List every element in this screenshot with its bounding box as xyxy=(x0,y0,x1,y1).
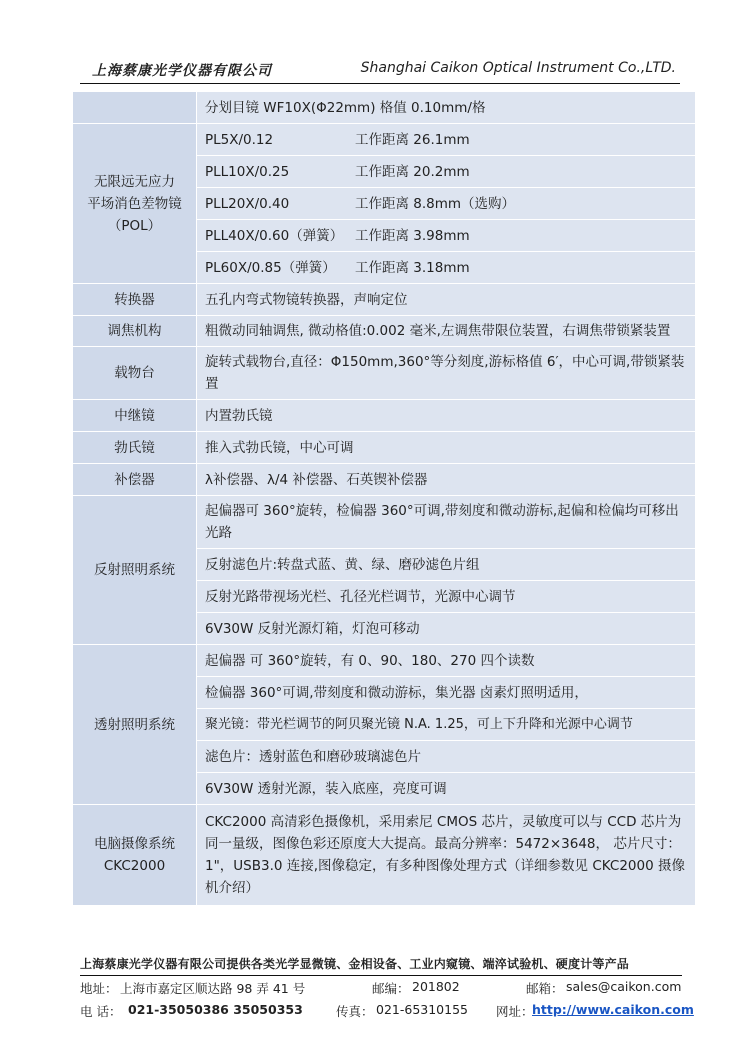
address-value: 上海市嘉定区顺达路 98 弄 41 号 xyxy=(120,981,306,996)
table-row xyxy=(73,464,696,496)
fax-label: 传真： xyxy=(336,1004,374,1019)
table-row xyxy=(73,316,696,347)
objective-working-distance: 工作距离 20.2mm xyxy=(355,163,470,180)
phone-value: 021-35050386 35050353 xyxy=(128,1002,303,1017)
nosepiece-label: 转换器 xyxy=(73,284,197,316)
objective-item xyxy=(197,220,696,252)
objective-model: PLL40X/0.60（弹簧） xyxy=(205,227,344,244)
web-label: 网址： xyxy=(496,1004,534,1019)
header-company-cn: 上海蔡康光学仪器有限公司 xyxy=(92,63,272,79)
table-row xyxy=(73,432,696,464)
address-label: 地址： xyxy=(80,981,118,996)
focusing-label: 调焦机构 xyxy=(73,316,197,347)
reflected-label: 反射照明系统 xyxy=(73,496,197,645)
objective-model: PLL20X/0.40 xyxy=(205,195,290,212)
compensator-label: 补偿器 xyxy=(73,464,197,496)
page-footer xyxy=(80,955,694,1022)
objective-model: PLL10X/0.25 xyxy=(205,163,290,180)
website-link[interactable]: http://www.caikon.com xyxy=(532,1002,694,1017)
camera-value: CKC2000 高清彩色摄像机，采用索尼 CMOS 芯片，灵敏度可以与 CCD 芯片为同一量级，图像色彩还原度大大提高。最高分辨率：5472×3648， 芯片尺寸：1"，USB3.0 连接,图像稳定，有多种图像处理方式（详细参数见 CKC2000 摄像机介绍） xyxy=(197,805,696,906)
spec-table xyxy=(72,91,696,906)
objective-working-distance: 工作距离 3.98mm xyxy=(355,227,470,244)
table-row xyxy=(73,92,696,124)
camera-label-line: CKC2000 xyxy=(103,858,166,874)
transmitted-item: 滤色片：透射蓝色和磨砂玻璃滤色片 xyxy=(197,741,696,773)
table-row xyxy=(73,284,696,316)
stage-value: 旋转式载物台,直径：Φ150mm,360°等分刻度,游标格值 6′，中心可调,带锁紧装置 xyxy=(197,347,696,400)
transmitted-item: 聚光镜：带光栏调节的阿贝聚光镜 N.A. 1.25，可上下升降和光源中心调节 xyxy=(197,709,696,741)
email-label: 邮箱： xyxy=(526,981,564,996)
camera-label xyxy=(73,805,197,906)
objective-model: PL5X/0.12 xyxy=(205,131,274,148)
transmitted-item: 6V30W 透射光源，装入底座，亮度可调 xyxy=(197,773,696,805)
table-row xyxy=(73,347,696,400)
objective-item xyxy=(197,188,696,220)
objectives-label xyxy=(73,124,197,284)
footer-address-row xyxy=(80,979,682,999)
table-row xyxy=(73,645,696,677)
objective-item xyxy=(197,156,696,188)
relay-label: 中继镜 xyxy=(73,400,197,432)
table-row xyxy=(73,496,696,549)
reflected-item: 起偏器可 360°旋转，检偏器 360°可调,带刻度和微动游标,起偏和检偏均可移出光路 xyxy=(197,496,696,549)
relay-value: 内置勃氏镜 xyxy=(197,400,696,432)
objective-working-distance: 工作距离 3.18mm xyxy=(355,259,470,276)
objective-working-distance: 工作距离 26.1mm xyxy=(355,131,470,148)
transmitted-item: 检偏器 360°可调,带刻度和微动游标，集光器 卤素灯照明适用， xyxy=(197,677,696,709)
page-header xyxy=(80,56,680,84)
table-row xyxy=(73,805,696,906)
reticle-value: 分划目镜 WF10X(Φ22mm) 格值 0.10mm/格 xyxy=(197,92,696,124)
phone-label: 电 话： xyxy=(80,1004,122,1019)
nosepiece-value: 五孔内弯式物镜转换器，声响定位 xyxy=(197,284,696,316)
bertrand-label: 勃氏镜 xyxy=(73,432,197,464)
transmitted-label: 透射照明系统 xyxy=(73,645,197,805)
objective-working-distance: 工作距离 8.8mm（选购） xyxy=(355,195,516,212)
header-rule xyxy=(80,83,680,84)
footer-phone-row xyxy=(80,1002,694,1022)
header-company-en: Shanghai Caikon Optical Instrument Co.,LTD. xyxy=(360,60,676,76)
postcode-value: 201802 xyxy=(412,979,460,994)
objective-model: PL60X/0.85（弹簧） xyxy=(205,259,336,276)
fax-value: 021-65310155 xyxy=(376,1002,468,1017)
reflected-item: 反射滤色片:转盘式蓝、黄、绿、磨砂滤色片组 xyxy=(197,549,696,581)
postcode-label: 邮编： xyxy=(372,981,410,996)
objectives-label-line: （POL） xyxy=(107,217,162,234)
objective-item xyxy=(197,124,696,156)
objectives-label-line: 平场消色差物镜 xyxy=(87,195,182,212)
table-row xyxy=(73,124,696,156)
table-row xyxy=(73,400,696,432)
reticle-label-cell xyxy=(73,92,197,124)
objectives-label-line: 无限远无应力 xyxy=(94,173,175,190)
reflected-item: 6V30W 反射光源灯箱，灯泡可移动 xyxy=(197,613,696,645)
camera-label-line: 电脑摄像系统 xyxy=(94,836,175,852)
stage-label: 载物台 xyxy=(73,347,197,400)
email-value[interactable]: sales@caikon.com xyxy=(566,979,682,994)
compensator-value: λ补偿器、λ/4 补偿器、石英锲补偿器 xyxy=(197,464,696,496)
bertrand-value: 推入式勃氏镜，中心可调 xyxy=(197,432,696,464)
focusing-value: 粗微动同轴调焦, 微动格值:0.002 毫米,左调焦带限位装置，右调焦带锁紧装置 xyxy=(197,316,696,347)
transmitted-item: 起偏器 可 360°旋转，有 0、90、180、270 四个读数 xyxy=(197,645,696,677)
objective-item xyxy=(197,252,696,284)
reflected-item: 反射光路带视场光栏、孔径光栏调节，光源中心调节 xyxy=(197,581,696,613)
footer-tagline: 上海蔡康光学仪器有限公司提供各类光学显微镜、金相设备、工业内窥镜、端淬试验机、硬度计等产品 xyxy=(80,955,682,976)
